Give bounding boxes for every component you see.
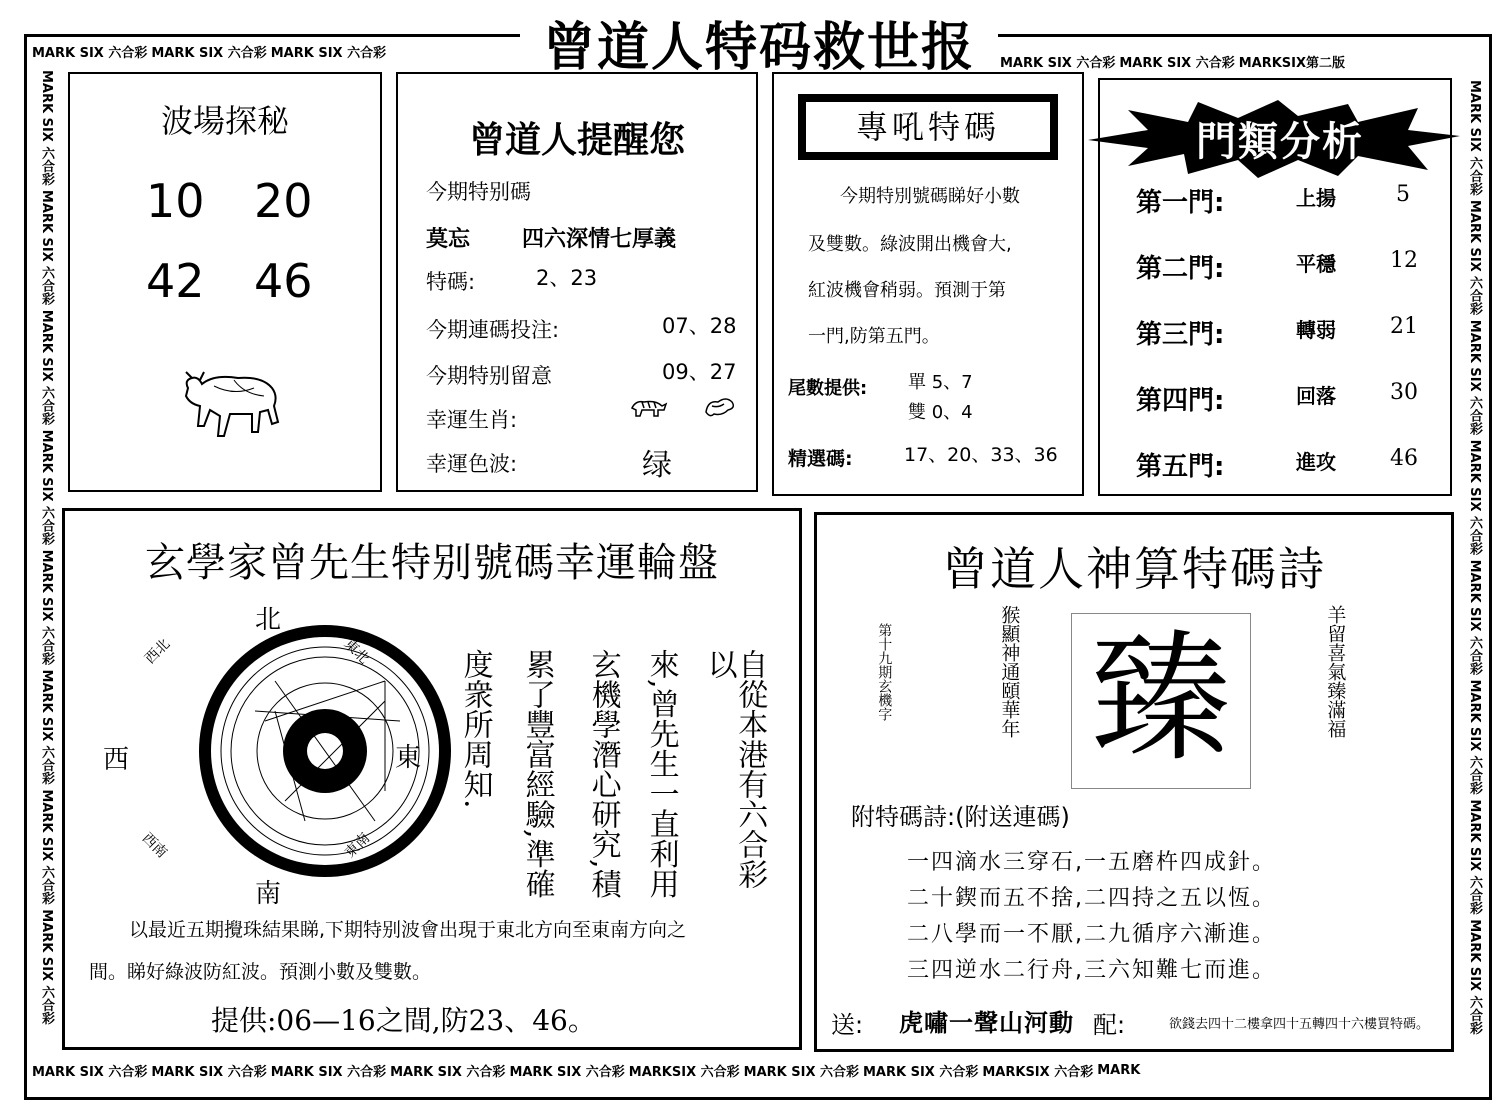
poem-title: 附特碼詩:(附送連碼) bbox=[851, 803, 1070, 831]
box3-line: 今期特別號碼睇好小數 bbox=[840, 186, 1020, 207]
gate-number: 30 bbox=[1390, 380, 1418, 405]
reminder-label: 今期連碼投注: bbox=[426, 318, 560, 342]
reminder-label: 莫忘 bbox=[426, 227, 471, 252]
select-label: 精選碼: bbox=[788, 448, 853, 470]
direction-southeast: 東南 bbox=[342, 830, 374, 862]
box-lucky-wheel bbox=[62, 508, 802, 1050]
box3-title: 專吼特碼 bbox=[806, 102, 1050, 152]
marquee-top-left: MARK SIX 六合彩 MARK SIX 六合彩 MARK SIX 六合彩 bbox=[32, 45, 387, 61]
edition-label: MARKSIX第二版 bbox=[1238, 55, 1346, 71]
direction-southwest: 西南 bbox=[138, 830, 170, 862]
reminder-value: 07、28 bbox=[662, 314, 737, 338]
gate-number: 46 bbox=[1390, 446, 1418, 471]
wheel-paragraph-line: 間。睇好綠波防紅波。預測小數及雙數。 bbox=[89, 961, 432, 983]
box3-title-frame bbox=[798, 94, 1058, 160]
box-gate-analysis bbox=[1098, 78, 1452, 496]
marquee-top-right: MARK SIX 六合彩 MARK SIX 六合彩 MARKSIX第二版 bbox=[1000, 50, 1486, 72]
marquee-bottom: MARK SIX 六合彩 MARK SIX 六合彩 MARK SIX 六合彩 MARK SIX 六合彩 MARK SIX 六合彩 MARKSIX 六合彩 MARK SIX 六合彩 MARK SIX 六合彩 MARKSIX 六合彩 MARK bbox=[32, 1062, 1141, 1080]
direction-west: 西 bbox=[103, 745, 130, 775]
reminder-label: 今期特别碼 bbox=[426, 180, 531, 204]
gate-number: 12 bbox=[1390, 248, 1418, 273]
box1-title: 波場探秘 bbox=[160, 102, 289, 140]
box5-title: 玄學家曾先生特别號碼幸運輪盤 bbox=[145, 540, 719, 586]
box1-number: 20 bbox=[254, 174, 313, 228]
tiger-icon bbox=[628, 396, 668, 418]
big-char: 臻 bbox=[1090, 618, 1231, 781]
gate-label: 第一門: bbox=[1136, 188, 1225, 218]
direction-north: 北 bbox=[255, 605, 282, 635]
page-title: 曾道人特码救世报 bbox=[520, 8, 998, 88]
gate-label: 第三門: bbox=[1136, 320, 1225, 350]
wheel-paragraph-line: 以最近五期攪珠結果睇,下期特别波會出現于東北方向至東南方向之 bbox=[129, 919, 687, 941]
poem-line: 一四滴水三穿石,一五磨杵四成針。 bbox=[907, 850, 1276, 875]
reminder-label: 幸運生肖: bbox=[426, 408, 518, 432]
gate-number: 5 bbox=[1396, 182, 1410, 207]
right-verse-column: 羊留喜氣臻滿福 bbox=[1324, 605, 1347, 738]
box3-line: 紅波機會稍弱。預測于第 bbox=[808, 280, 1006, 301]
wheel-text-column: 玄機學潛心研究,積 bbox=[585, 649, 621, 899]
direction-northeast: 東北 bbox=[340, 636, 372, 668]
issue-column: 第十九期玄機字 bbox=[876, 623, 893, 721]
left-verse-column: 猴顯神通頤華年 bbox=[998, 605, 1021, 738]
box4-title: 門類分析 bbox=[1196, 119, 1364, 165]
box2-title: 曾道人提醒您 bbox=[468, 120, 685, 161]
gate-word: 回落 bbox=[1296, 384, 1336, 408]
dragon-icon bbox=[702, 394, 738, 420]
gate-word: 平穩 bbox=[1296, 252, 1336, 276]
select-values: 17、20、33、36 bbox=[904, 444, 1058, 466]
box1-number: 46 bbox=[254, 254, 313, 308]
box1-number: 10 bbox=[146, 174, 205, 228]
pair-label: 配: bbox=[1093, 1011, 1126, 1039]
gate-word: 上揚 bbox=[1296, 186, 1336, 210]
reminder-value: 四六深情七厚義 bbox=[522, 227, 677, 252]
box3-line: 一門,防第五門。 bbox=[808, 326, 940, 347]
gate-word: 進攻 bbox=[1296, 450, 1336, 474]
big-char-frame bbox=[1071, 613, 1251, 789]
direction-northwest: 西北 bbox=[142, 636, 174, 668]
gate-label: 第五門: bbox=[1136, 452, 1225, 482]
ox-icon bbox=[174, 366, 284, 442]
wheel-text-column: 自從本港有六合彩以 bbox=[701, 649, 768, 889]
box-reminder bbox=[396, 72, 758, 492]
box1-number: 42 bbox=[146, 254, 205, 308]
footnote: 欲錢去四十二樓拿四十五轉四十六樓買特碼。 bbox=[1169, 1017, 1430, 1032]
marquee-right: MARK SIX 六合彩 MARK SIX 六合彩 MARK SIX 六合彩 MARK SIX 六合彩 MARK SIX 六合彩 MARK SIX 六合彩 MARK SIX 六合彩 MARK SIX 六合彩 bbox=[1467, 80, 1482, 1035]
gate-label: 第四門: bbox=[1136, 386, 1225, 416]
reminder-value: 09、27 bbox=[662, 360, 737, 384]
send-label: 送: bbox=[831, 1011, 864, 1039]
box-special-code bbox=[772, 72, 1084, 496]
send-value: 虎嘯一聲山河動 bbox=[899, 1009, 1074, 1037]
wheel-text-column: 來,曾先生一直利用 bbox=[643, 649, 679, 899]
reminder-label: 幸運色波: bbox=[426, 452, 518, 476]
reminder-value: 2、23 bbox=[536, 266, 598, 290]
gate-number: 21 bbox=[1390, 314, 1418, 339]
reminder-label: 今期特别留意 bbox=[426, 364, 552, 388]
poem-line: 三四逆水二行舟,三六知難七而進。 bbox=[907, 958, 1276, 983]
gate-label: 第二門: bbox=[1136, 254, 1225, 284]
direction-south: 南 bbox=[255, 879, 282, 909]
tail-label: 尾數提供: bbox=[788, 378, 868, 399]
direction-east: 東 bbox=[395, 743, 422, 773]
marquee-left: MARK SIX 六合彩 MARK SIX 六合彩 MARK SIX 六合彩 MARK SIX 六合彩 MARK SIX 六合彩 MARK SIX 六合彩 MARK SIX 六合彩 MARK SIX 六合彩 bbox=[39, 70, 54, 1025]
box-wave-secret bbox=[68, 72, 382, 492]
gate-word: 轉弱 bbox=[1296, 318, 1336, 342]
box-poem bbox=[814, 512, 1454, 1052]
poem-line: 二八學而一不厭,二九循序六漸進。 bbox=[907, 922, 1276, 947]
reminder-value: 绿 bbox=[642, 448, 672, 483]
box6-title: 曾道人神算特碼詩 bbox=[942, 542, 1326, 596]
tail-single: 單 5、7 bbox=[908, 372, 973, 393]
reminder-label: 特碼: bbox=[426, 270, 476, 294]
box3-line: 及雙數。綠波開出機會大, bbox=[808, 234, 1012, 255]
wheel-provide: 提供:06—16之間,防23、46。 bbox=[211, 1004, 596, 1037]
wheel-text-column: 累了豐富經驗,準確 bbox=[519, 649, 555, 899]
wheel-text-column: 度衆所周知. bbox=[457, 649, 493, 809]
poem-line: 二十鍥而五不捨,二四持之五以恆。 bbox=[907, 886, 1276, 911]
tail-double: 雙 0、4 bbox=[908, 402, 973, 423]
